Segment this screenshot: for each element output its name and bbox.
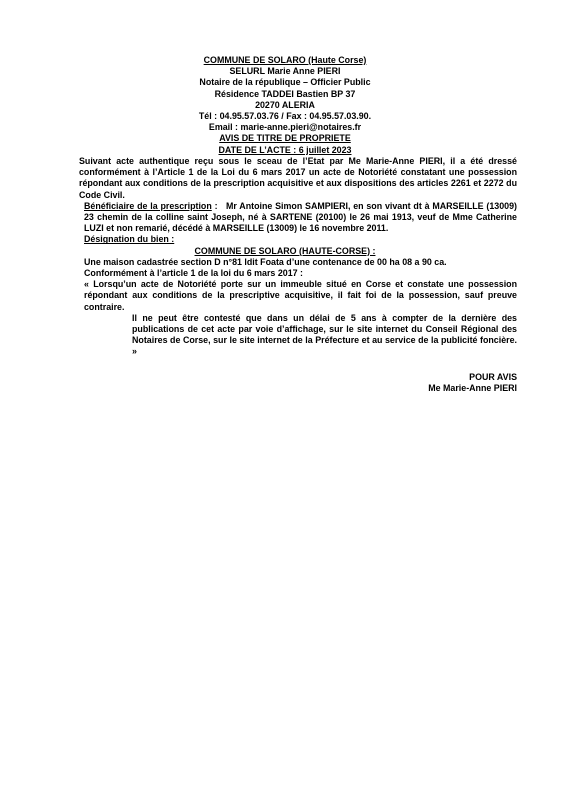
commune-subheading: COMMUNE DE SOLARO (HAUTE-CORSE) : <box>194 245 376 256</box>
property-description: Une maison cadastrée section D n°81 ldit Foata d’une contenance de 00 ha 08 a 90 ca. <box>84 256 447 267</box>
quote-paragraph-2: Il ne peut être contesté que dans un délai de 5 ans à compter de la dernière des publications de cet acte par voie d’affichage, sur le site internet du Conseil Régional des Notaires de Corse, sur le site internet de la Préfecture et au service de la publicité foncière. » <box>132 312 517 357</box>
email-line: Email : marie-anne.pieri@notaires.fr <box>208 122 362 133</box>
intro-paragraph: Suivant acte authentique reçu sous le sceau de l’Etat par Me Marie-Anne PIERI, il a été dressé conformément à l’Article 1 de la Loi du 6 mars 2017 un acte de Notoriété constatant une possession répondant aux conditions de la prescription acquisitive et aux dispositions des articles 2261 et 2272 du Code Civil. <box>79 156 517 200</box>
notice-body <box>53 156 517 358</box>
beneficiary-text: Mr Antoine Simon SAMPIERI, en son vivant dt à MARSEILLE (13009) 23 chemin de la colline saint Joseph, né à SARTENE (20100) le 26 mai 1913, veuf de Mme Catherine LUZI et non remarié, décédé à MARSEILLE (13009) le 16 novembre 2011. <box>84 200 517 234</box>
residence-address: Résidence TADDEI Bastien BP 37 <box>214 88 356 99</box>
signatory-name: Me Marie-Anne PIERI <box>428 383 517 394</box>
notice-header <box>80 55 490 156</box>
signature-block <box>380 372 517 394</box>
pour-avis: POUR AVIS <box>469 372 517 382</box>
avis-title: AVIS DE TITRE DE PROPRIETE <box>219 133 351 144</box>
commune-heading: COMMUNE DE SOLARO (Haute Corse) <box>203 55 367 65</box>
notary-role: Notaire de la république – Officier Public <box>199 77 371 88</box>
acte-date: DATE DE L’ACTE : 6 juillet 2023 <box>218 144 352 155</box>
designation-label: Désignation du bien : <box>84 234 175 245</box>
quote-paragraph-1: « Lorsqu’un acte de Notoriété porte sur un immeuble situé en Corse et constate une possession répondant aux conditions de la prescriptive acquisitive, il fait foi de la possession, sauf preuve contraire. <box>84 279 517 312</box>
conformity-line: Conformément à l’article 1 de la loi du 6 mars 2017 : <box>84 268 303 279</box>
office-name: SELURL Marie Anne PIERI <box>229 66 341 77</box>
beneficiary-label: Bénéficiaire de la prescription <box>84 200 212 211</box>
beneficiary-separator: : <box>211 200 218 211</box>
phone-fax: Tél : 04.95.57.03.76 / Fax : 04.95.57.03.90. <box>198 110 372 121</box>
city-line: 20270 ALERIA <box>255 99 315 110</box>
beneficiary-paragraph <box>53 201 517 235</box>
